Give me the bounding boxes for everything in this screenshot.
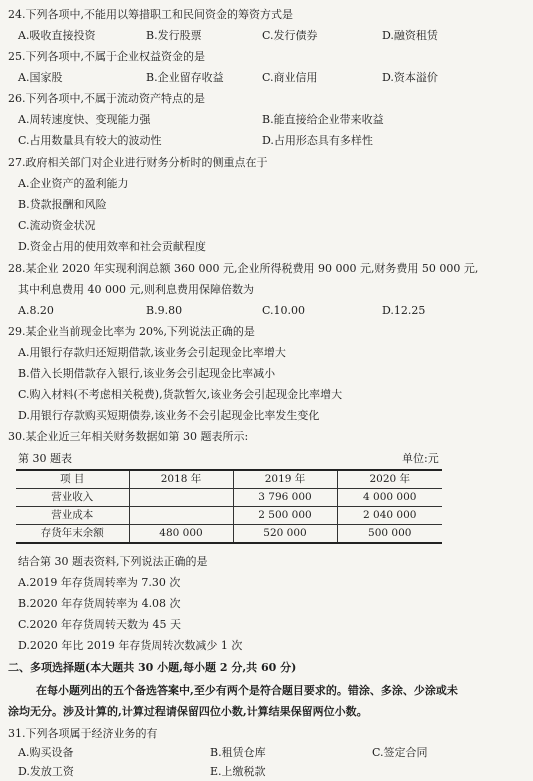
q27-stem: 27.政府相关部门对企业进行财务分析时的侧重点在于 <box>8 156 268 169</box>
section-2-instructions-line-1: 在每小题列出的五个备选答案中,至少有两个是符合题目要求的。错涂、多涂、少涂或未 <box>36 684 458 697</box>
q27-option-d: D.资金占用的使用效率和社会贡献程度 <box>18 240 206 253</box>
q28-option-b: B.9.80 <box>146 304 183 317</box>
q28-stem-line-1: 28.某企业 2020 年实现利润总额 360 000 元,企业所得税费用 90 000 元,财务费用 50 000 元, <box>8 262 479 275</box>
q29-option-d: D.用银行存款购买短期债券,该业务不会引起现金比率发生变化 <box>18 409 320 422</box>
table-row <box>16 507 442 525</box>
table-cell <box>129 489 233 507</box>
section-2-title: 二、多项选择题(本大题共 30 小题,每小题 2 分,共 60 分) <box>8 661 297 674</box>
table-header-2020: 2020 年 <box>337 470 442 489</box>
table-cell: 营业成本 <box>16 507 129 525</box>
table-cell: 520 000 <box>233 525 337 544</box>
q31-option-c: C.签定合同 <box>372 746 428 759</box>
q26-option-c: C.占用数量具有较大的波动性 <box>18 134 162 147</box>
q26-option-a: A.周转速度快、变现能力强 <box>18 113 151 126</box>
q27-option-a: A.企业资产的盈利能力 <box>18 177 129 190</box>
q28-option-a: A.8.20 <box>18 304 54 317</box>
q31-option-d: D.发放工资 <box>18 765 74 778</box>
q26-option-d: D.占用形态具有多样性 <box>262 134 373 147</box>
q25-stem: 25.下列各项中,不属于企业权益资金的是 <box>8 50 205 63</box>
q27-option-b: B.贷款报酬和风险 <box>18 198 107 211</box>
q25-option-d: D.资本溢价 <box>382 71 438 84</box>
q30-option-d: D.2020 年比 2019 年存货周转次数减少 1 次 <box>18 639 243 652</box>
table-row <box>16 489 442 507</box>
q29-stem: 29.某企业当前现金比率为 20%,下列说法正确的是 <box>8 325 255 338</box>
q30-follow-up: 结合第 30 题表资料,下列说法正确的是 <box>18 555 208 568</box>
q24-option-a: A.吸收直接投资 <box>18 29 96 42</box>
q24-option-b: B.发行股票 <box>146 29 202 42</box>
table-cell <box>129 507 233 525</box>
q30-option-c: C.2020 年存货周转天数为 45 天 <box>18 618 182 631</box>
table-header-item: 项 目 <box>16 470 129 489</box>
q25-option-c: C.商业信用 <box>262 71 318 84</box>
table-cell: 2 040 000 <box>337 507 442 525</box>
q28-stem-line-2: 其中利息费用 40 000 元,则利息费用保障倍数为 <box>18 283 254 296</box>
q31-stem: 31.下列各项属于经济业务的有 <box>8 727 158 740</box>
table-cell: 3 796 000 <box>233 489 337 507</box>
table-cell: 营业收入 <box>16 489 129 507</box>
q25-option-b: B.企业留存收益 <box>146 71 224 84</box>
q30-data-table <box>16 469 442 544</box>
q28-option-c: C.10.00 <box>262 304 306 317</box>
q29-option-a: A.用银行存款归还短期借款,该业务会引起现金比率增大 <box>18 346 286 359</box>
table-header-2019: 2019 年 <box>233 470 337 489</box>
q31-option-b: B.租赁仓库 <box>210 746 266 759</box>
table-row <box>16 525 442 544</box>
q30-table-unit: 单位:元 <box>402 452 439 465</box>
q26-stem: 26.下列各项中,不属于流动资产特点的是 <box>8 92 205 105</box>
q27-option-c: C.流动资金状况 <box>18 219 96 232</box>
q24-option-c: C.发行债券 <box>262 29 318 42</box>
q31-option-a: A.购买设备 <box>18 746 74 759</box>
table-header-2018: 2018 年 <box>129 470 233 489</box>
q30-option-a: A.2019 年存货周转率为 7.30 次 <box>18 576 181 589</box>
section-2-instructions-line-2: 涂均无分。涉及计算的,计算过程请保留四位小数,计算结果保留两位小数。 <box>8 705 368 718</box>
table-cell: 480 000 <box>129 525 233 544</box>
q31-option-e: E.上缴税款 <box>210 765 266 778</box>
q30-stem: 30.某企业近三年相关财务数据如第 30 题表所示: <box>8 430 249 443</box>
q25-option-a: A.国家股 <box>18 71 63 84</box>
table-cell: 4 000 000 <box>337 489 442 507</box>
q24-option-d: D.融资租赁 <box>382 29 438 42</box>
q30-option-b: B.2020 年存货周转率为 4.08 次 <box>18 597 181 610</box>
table-cell: 2 500 000 <box>233 507 337 525</box>
table-cell: 500 000 <box>337 525 442 544</box>
q30-table-title: 第 30 题表 <box>18 452 72 465</box>
table-cell: 存货年末余额 <box>16 525 129 544</box>
q29-option-b: B.借入长期借款存入银行,该业务会引起现金比率减小 <box>18 367 276 380</box>
q26-option-b: B.能直接给企业带来收益 <box>262 113 384 126</box>
q28-option-d: D.12.25 <box>382 304 426 317</box>
q29-option-c: C.购入材料(不考虑相关税费),货款暂欠,该业务会引起现金比率增大 <box>18 388 343 401</box>
q24-stem: 24.下列各项中,不能用以筹措职工和民间资金的筹资方式是 <box>8 8 293 21</box>
table-header-row <box>16 470 442 489</box>
